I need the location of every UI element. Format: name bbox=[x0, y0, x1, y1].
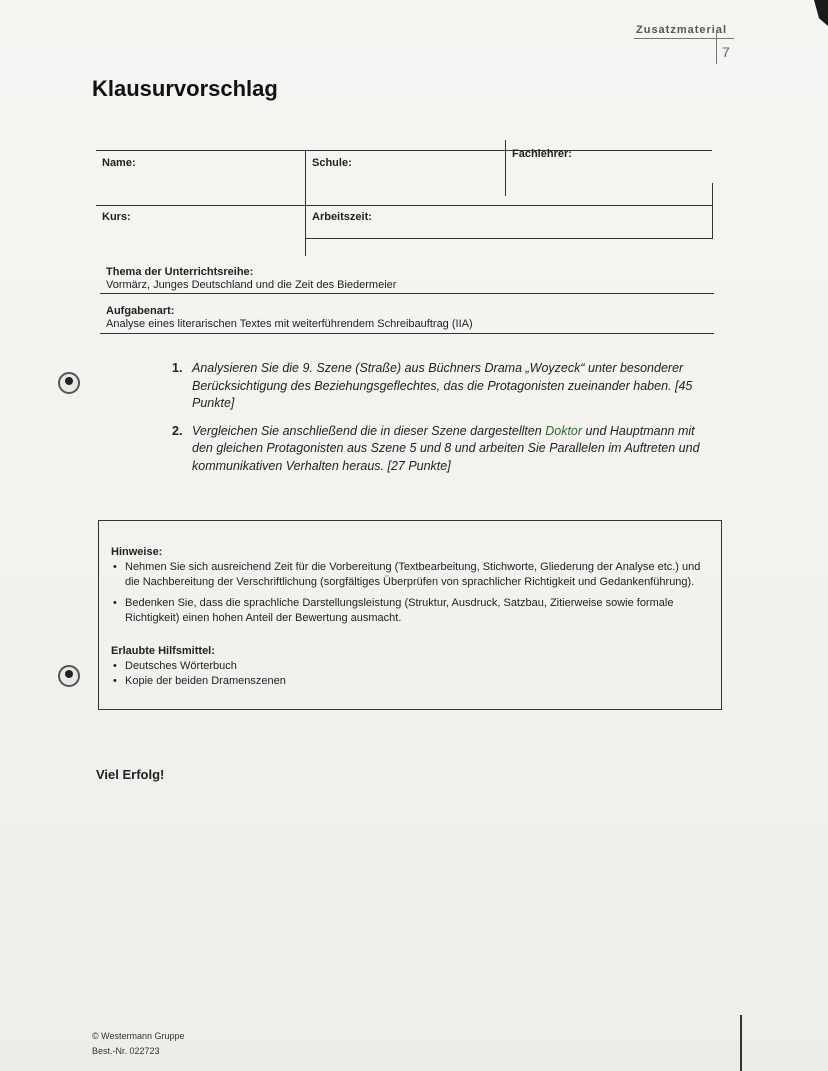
topic-value: Vormärz, Junges Deutschland und die Zeit des Biedermeier bbox=[106, 279, 397, 291]
form-divider-right bbox=[712, 183, 713, 239]
order-number: Best.-Nr. 022723 bbox=[92, 1046, 160, 1056]
task-type-label: Aufgabenart: bbox=[106, 305, 175, 317]
publisher: © Westermann Gruppe bbox=[92, 1031, 185, 1041]
header-rule bbox=[634, 38, 734, 39]
aids-title: Erlaubte Hilfsmittel: bbox=[111, 645, 215, 657]
binder-edge bbox=[740, 1015, 742, 1071]
course-label: Kurs: bbox=[102, 211, 131, 223]
task-text: Analysieren Sie die 9. Szene (Straße) aus Büchners Drama „Woyzeck“ unter besonderer Berücksichtigung des Beziehungsgeflechtes, das die Protagonisten zueinander haben. [45 Punkte] bbox=[192, 361, 693, 410]
hint-item: • Nehmen Sie sich ausreichend Zeit für die Vorbereitung (Textbearbeitung, Stichworte, Gliederung der Analyse etc.) und die Nachbereitung der Verschriftlichung (sorgfältiges Überprüfen von sprachlicher Richtigkeit und Gedankenführung). bbox=[111, 560, 711, 590]
task-item bbox=[172, 423, 712, 476]
hint-item: • Bedenken Sie, dass die sprachliche Darstellungsleistung (Struktur, Ausdruck, Satzbau, Zitierweise sowie formale Richtigkeit) einen hohen Anteil der Bewertung ausmacht. bbox=[111, 596, 711, 626]
form-divider-1 bbox=[305, 150, 306, 256]
form-line-top bbox=[96, 150, 712, 151]
punch-hole-icon bbox=[58, 372, 80, 394]
header-divider bbox=[716, 30, 717, 64]
task-text-start: Vergleichen Sie anschließend die in dieser Szene dargestellten bbox=[192, 423, 546, 438]
topic-rule bbox=[100, 293, 714, 294]
teacher-label: Fachlehrer: bbox=[512, 148, 572, 160]
highlighted-word: Doktor bbox=[545, 423, 583, 438]
supplement-label: Zusatzmaterial bbox=[636, 24, 728, 36]
form-line-bottom bbox=[305, 238, 712, 239]
page-title: Klausurvorschlag bbox=[92, 76, 278, 101]
closing-text: Viel Erfolg! bbox=[96, 767, 165, 782]
page-number: 7 bbox=[722, 44, 730, 60]
task-type-rule bbox=[100, 333, 714, 334]
hints-box bbox=[98, 520, 722, 710]
aid-item: • Kopie der beiden Dramenszenen bbox=[111, 674, 711, 689]
school-label: Schule: bbox=[312, 157, 352, 169]
form-line-middle bbox=[96, 205, 712, 206]
task-list bbox=[172, 360, 712, 485]
hints-content bbox=[111, 545, 711, 689]
corner-mark bbox=[808, 0, 828, 26]
punch-hole-icon bbox=[58, 665, 80, 687]
topic-label: Thema der Unterrichtsreihe: bbox=[106, 266, 254, 278]
aids-list bbox=[111, 659, 711, 689]
worktime-label: Arbeitszeit: bbox=[312, 211, 372, 223]
footer bbox=[92, 1029, 185, 1059]
hints-list bbox=[111, 560, 711, 626]
task-text-end: und Hauptmann mit den gleichen Protagonisten aus Szene 5 und 8 und arbeiten Sie Parallelen im Auftreten und kommunikativen Verhalten heraus. [27 Punkte] bbox=[192, 423, 700, 473]
form-divider-2 bbox=[505, 140, 506, 196]
aid-item: • Deutsches Wörterbuch bbox=[111, 659, 711, 674]
hints-title: Hinweise: bbox=[111, 546, 163, 558]
task-number: 1. bbox=[172, 361, 183, 375]
task-type-value: Analyse eines literarischen Textes mit weiterführendem Schreibauftrag (IIA) bbox=[106, 318, 473, 330]
name-label: Name: bbox=[102, 157, 136, 169]
task-item bbox=[172, 360, 712, 413]
task-number: 2. bbox=[172, 423, 183, 438]
